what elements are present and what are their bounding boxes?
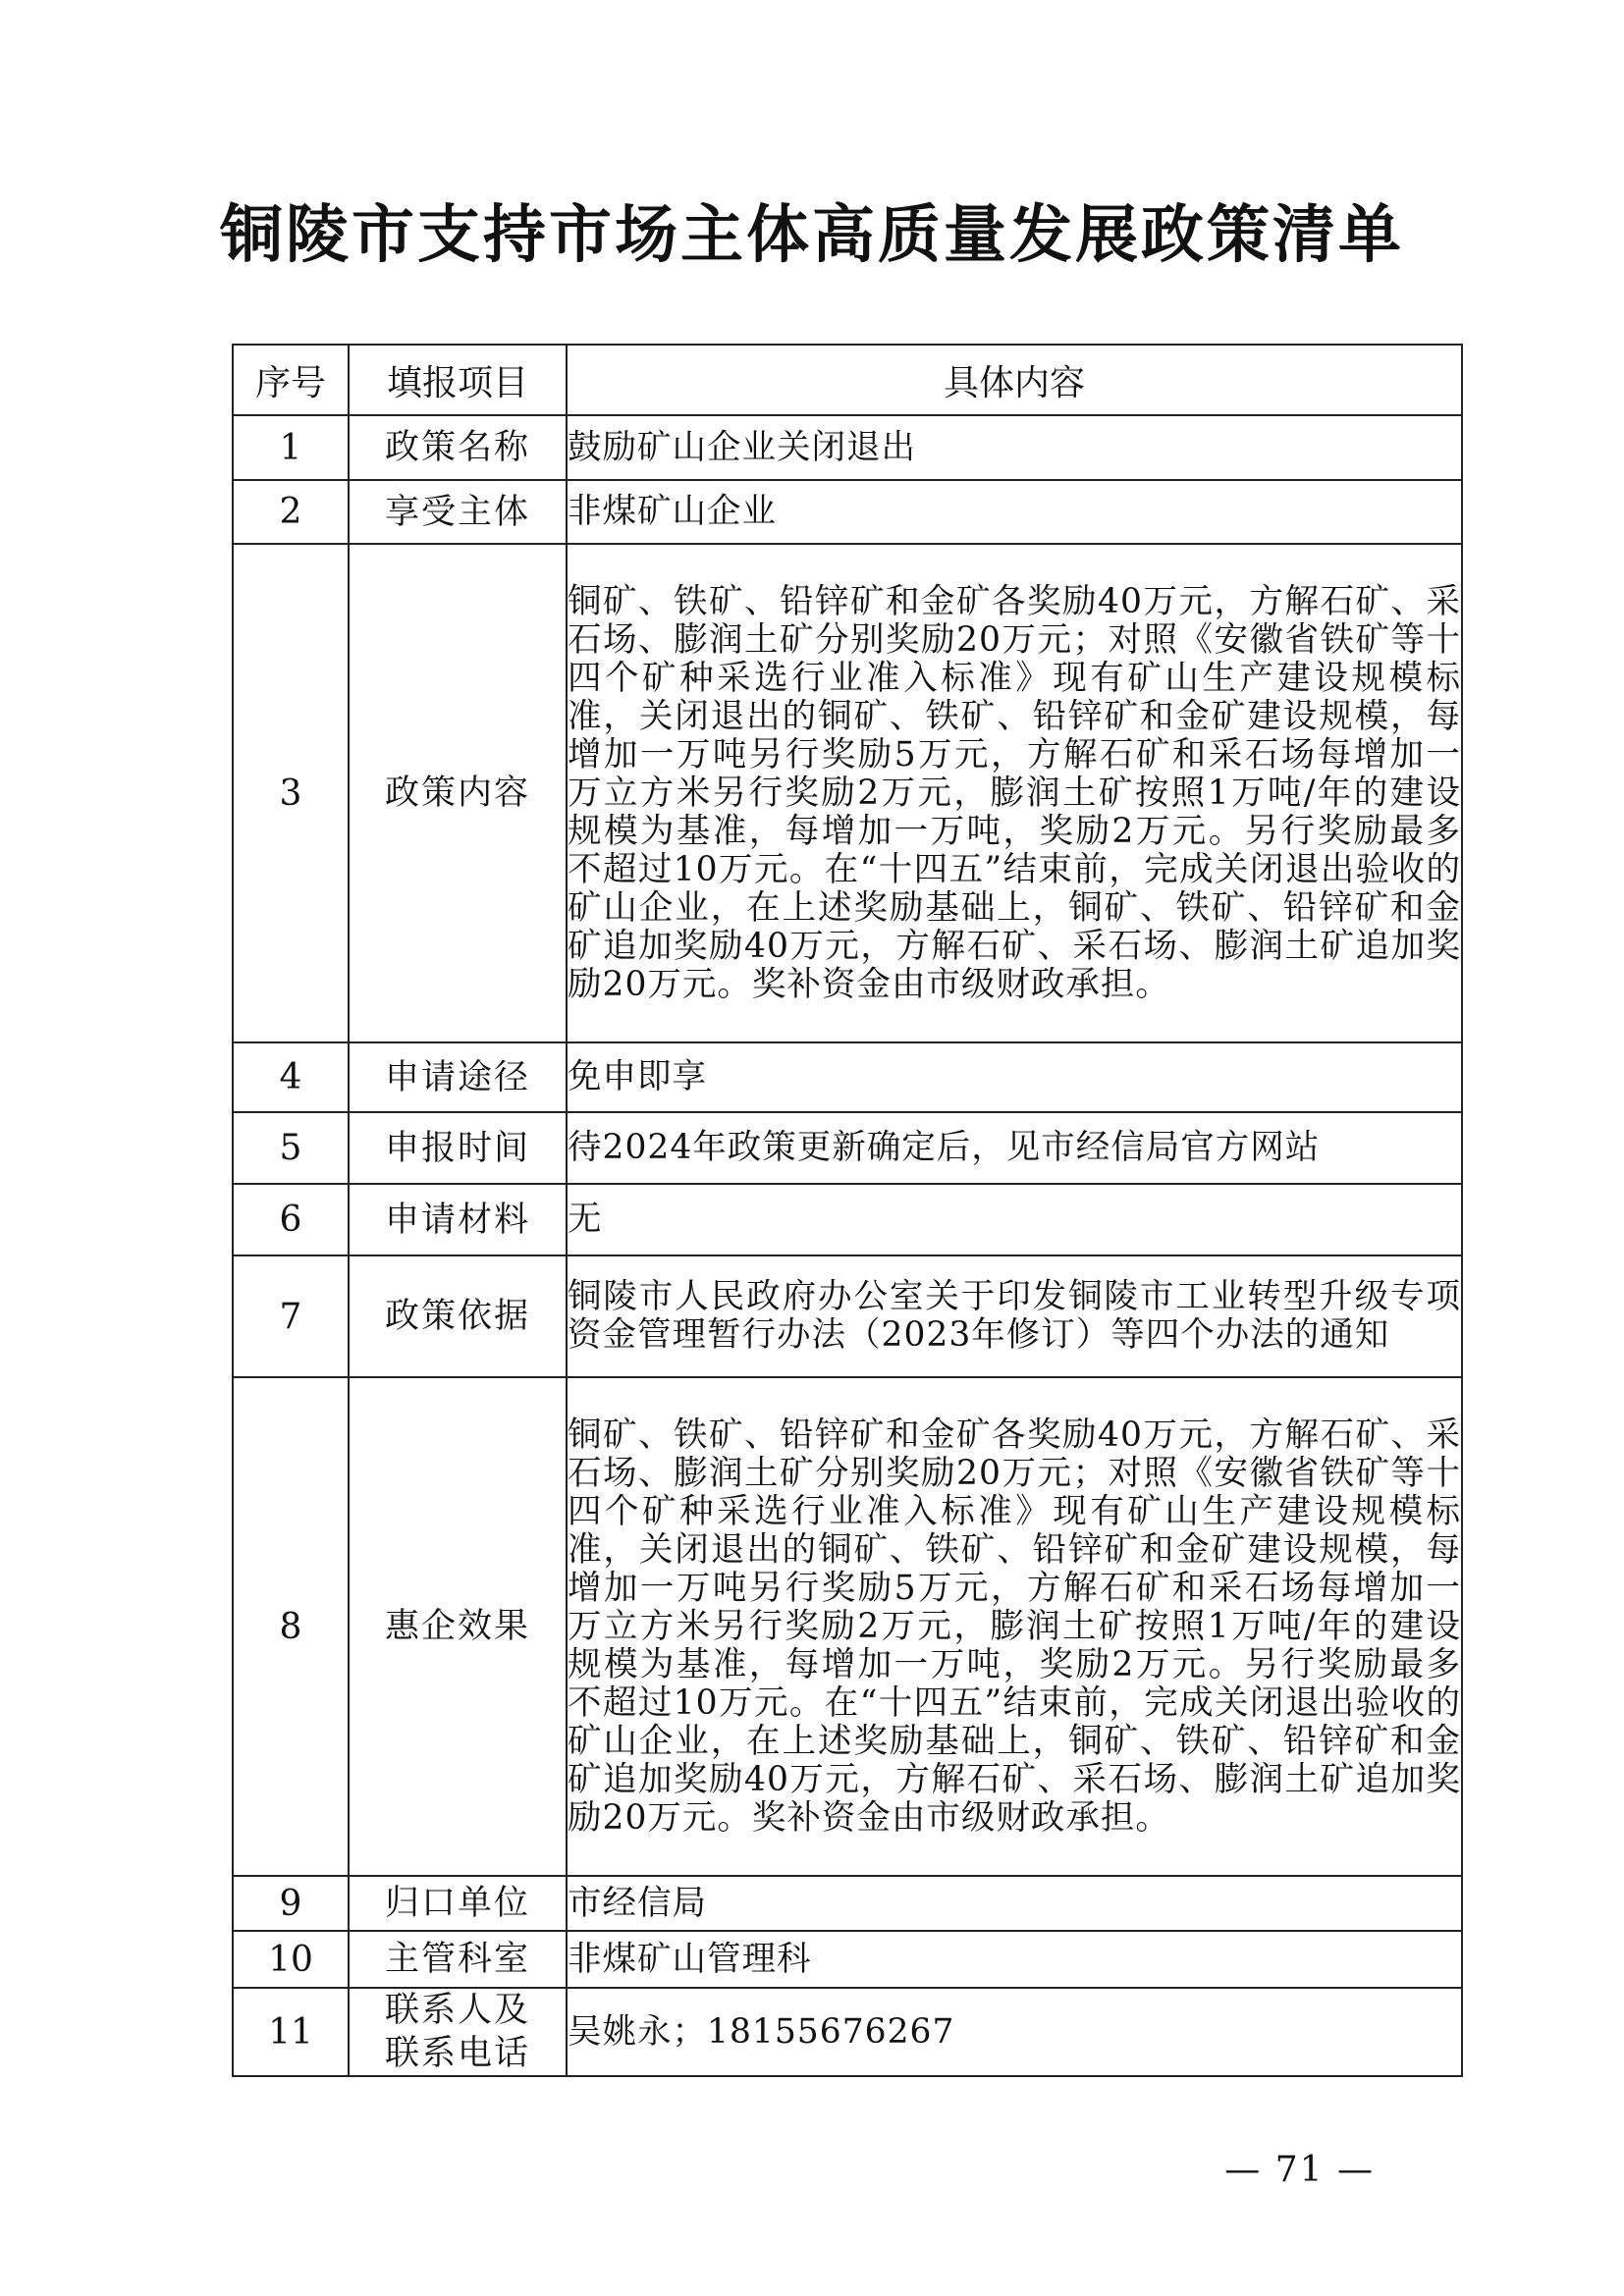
document-title: 铜陵市支持市场主体高质量发展政策清单 bbox=[220, 199, 1404, 272]
row-no: 1 bbox=[233, 415, 349, 480]
row-content: 免申即享 bbox=[567, 1042, 1462, 1112]
table-row bbox=[233, 1876, 1462, 1931]
row-content: 鼓励矿山企业关闭退出 bbox=[567, 415, 1462, 480]
row-content: 铜矿、铁矿、铅锌矿和金矿各奖励40万元，方解石矿、采石场、膨润土矿分别奖励20万元；对照《安徽省铁矿等十四个矿种采选行业准入标准》现有矿山生产建设规模标准，关闭退出的铜矿、铁矿、铅锌矿和金矿建设规模，每增加一万吨另行奖励5万元，方解石矿和采石场每增加一万立方米另行奖励2万元，膨润土矿按照1万吨/年的建设规模为基准，每增加一万吨，奖励2万元。另行奖励最多不超过10万元。在“十四五”结束前，完成关闭退出验收的矿山企业，在上述奖励基础上，铜矿、铁矿、铅锌矿和金矿追加奖励40万元，方解石矿、采石场、膨润土矿追加奖励20万元。奖补资金由市级财政承担。 bbox=[567, 544, 1462, 1042]
row-item: 归口单位 bbox=[349, 1876, 567, 1931]
row-content: 待2024年政策更新确定后，见市经信局官方网站 bbox=[567, 1112, 1462, 1184]
table-row bbox=[233, 1988, 1462, 2076]
row-item: 政策名称 bbox=[349, 415, 567, 480]
row-no: 5 bbox=[233, 1112, 349, 1184]
row-no: 8 bbox=[233, 1377, 349, 1876]
row-no: 10 bbox=[233, 1931, 349, 1988]
row-item: 政策内容 bbox=[349, 544, 567, 1042]
header-no: 序号 bbox=[233, 345, 349, 415]
row-item: 享受主体 bbox=[349, 480, 567, 544]
header-item: 填报项目 bbox=[349, 345, 567, 415]
policy-table bbox=[232, 344, 1463, 2077]
row-item: 主管科室 bbox=[349, 1931, 567, 1988]
row-no: 7 bbox=[233, 1255, 349, 1377]
row-content: 非煤矿山管理科 bbox=[567, 1931, 1462, 1988]
row-item: 申报时间 bbox=[349, 1112, 567, 1184]
row-item: 惠企效果 bbox=[349, 1377, 567, 1876]
page-number: — 71 — bbox=[1224, 2150, 1375, 2190]
row-item: 政策依据 bbox=[349, 1255, 567, 1377]
row-no: 3 bbox=[233, 544, 349, 1042]
row-content: 吴姚永；18155676267 bbox=[567, 1988, 1462, 2076]
table-header-row bbox=[233, 345, 1462, 415]
table-row bbox=[233, 1184, 1462, 1255]
row-content: 市经信局 bbox=[567, 1876, 1462, 1931]
table-row bbox=[233, 480, 1462, 544]
row-no: 2 bbox=[233, 480, 349, 544]
table-row bbox=[233, 544, 1462, 1042]
row-item: 申请材料 bbox=[349, 1184, 567, 1255]
row-no: 4 bbox=[233, 1042, 349, 1112]
row-content: 非煤矿山企业 bbox=[567, 480, 1462, 544]
header-content: 具体内容 bbox=[567, 345, 1462, 415]
row-item: 申请途径 bbox=[349, 1042, 567, 1112]
table-row bbox=[233, 1112, 1462, 1184]
row-no: 9 bbox=[233, 1876, 349, 1931]
row-no: 6 bbox=[233, 1184, 349, 1255]
row-content: 无 bbox=[567, 1184, 1462, 1255]
table-row bbox=[233, 415, 1462, 480]
row-item: 联系人及联系电话 bbox=[349, 1988, 567, 2076]
table-row bbox=[233, 1255, 1462, 1377]
row-content: 铜矿、铁矿、铅锌矿和金矿各奖励40万元，方解石矿、采石场、膨润土矿分别奖励20万元；对照《安徽省铁矿等十四个矿种采选行业准入标准》现有矿山生产建设规模标准，关闭退出的铜矿、铁矿、铅锌矿和金矿建设规模，每增加一万吨另行奖励5万元，方解石矿和采石场每增加一万立方米另行奖励2万元，膨润土矿按照1万吨/年的建设规模为基准，每增加一万吨，奖励2万元。另行奖励最多不超过10万元。在“十四五”结束前，完成关闭退出验收的矿山企业，在上述奖励基础上，铜矿、铁矿、铅锌矿和金矿追加奖励40万元，方解石矿、采石场、膨润土矿追加奖励20万元。奖补资金由市级财政承担。 bbox=[567, 1377, 1462, 1876]
table-row bbox=[233, 1377, 1462, 1876]
row-content: 铜陵市人民政府办公室关于印发铜陵市工业转型升级专项资金管理暂行办法（2023年修订）等四个办法的通知 bbox=[567, 1255, 1462, 1377]
table-row bbox=[233, 1042, 1462, 1112]
row-no: 11 bbox=[233, 1988, 349, 2076]
table-row bbox=[233, 1931, 1462, 1988]
